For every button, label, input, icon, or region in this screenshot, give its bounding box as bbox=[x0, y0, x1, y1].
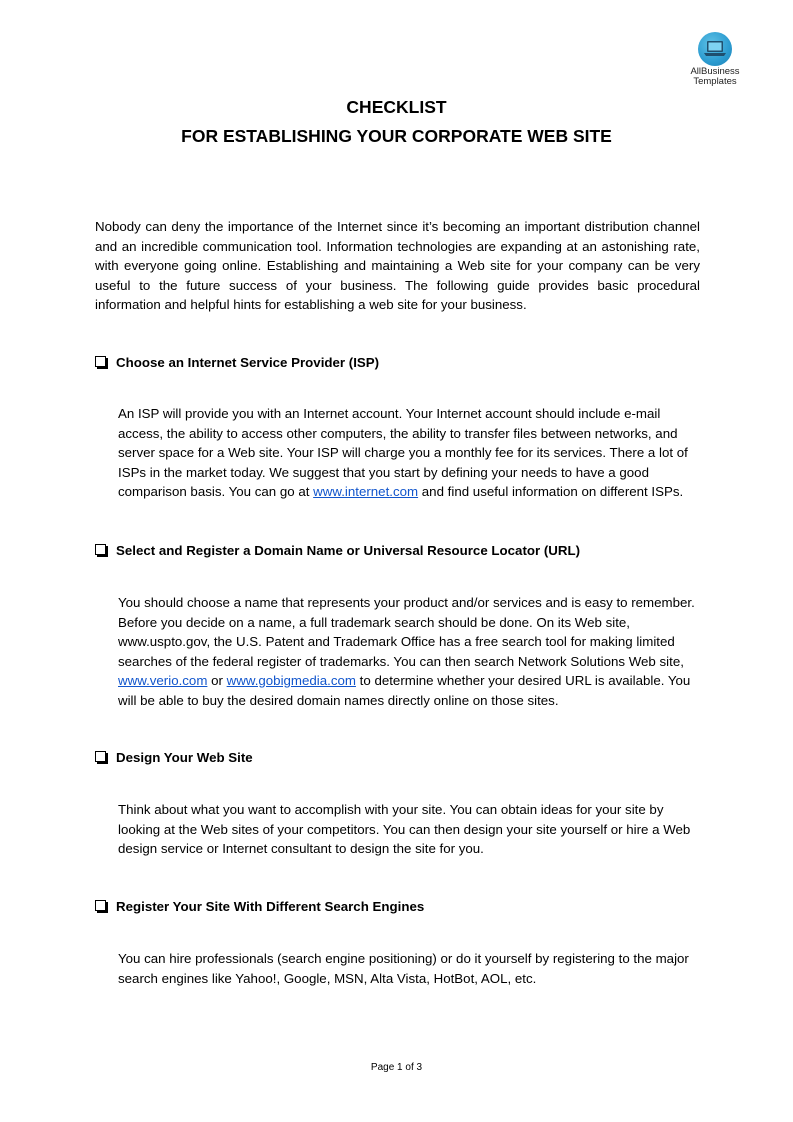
page-number: Page 1 of 3 bbox=[370, 1062, 423, 1073]
section-heading: Register Your Site With Different Search Engines bbox=[116, 899, 425, 914]
section-body bbox=[118, 404, 703, 502]
intro-paragraph: Nobody can deny the importance of the Internet since it’s becoming an important distribution channel and an incredible communication tool. Information technologies are expanding at an astonishing rate, with everyone going online. Establishing and maintaining a Web site for your company can be very useful to the future success of your business. The following guide provides basic procedural information and helpful hints for establishing a web site for your business. bbox=[95, 219, 700, 313]
logo-text-line2: Templates bbox=[693, 76, 737, 87]
logo-text-line1: AllBusiness bbox=[690, 66, 740, 77]
allbusiness-templates-logo[interactable] bbox=[686, 32, 744, 87]
internet-com-link[interactable]: www.internet.com bbox=[313, 484, 419, 499]
checkbox-icon[interactable] bbox=[95, 356, 106, 367]
checklist-item-isp bbox=[95, 354, 379, 372]
section-heading: Design Your Web Site bbox=[116, 750, 253, 765]
checkbox-icon[interactable] bbox=[95, 900, 106, 911]
section-body: Think about what you want to accomplish with your site. You can obtain ideas for your site by looking at the Web sites of your competitors. You can then design your site yourself or hire a Web design service or Internet consultant to design the site for you. bbox=[118, 802, 691, 856]
laptop-icon bbox=[698, 32, 732, 66]
section-body: You can hire professionals (search engine positioning) or do it yourself by registering to the major search engines like Yahoo!, Google, MSN, Alta Vista, HotBot, AOL, etc. bbox=[118, 951, 689, 986]
checkbox-icon[interactable] bbox=[95, 751, 106, 762]
checklist-item-search-engines bbox=[95, 898, 424, 916]
section-text: or bbox=[207, 673, 227, 688]
document-title: CHECKLIST bbox=[346, 97, 447, 117]
section-text: and find useful information on different ISPs. bbox=[418, 484, 684, 499]
verio-link[interactable]: www.verio.com bbox=[118, 673, 208, 688]
section-body bbox=[118, 593, 703, 710]
section-text: to determine whether your desired URL is available. You will be able to buy the desired domain names directly online on those sites. bbox=[118, 673, 691, 708]
section-text: An ISP will provide you with an Internet account. Your Internet account should include e-mail access, the ability to access other computers, the ability to transfer files between networks, and server space for a Web site. Your ISP will charge you a monthly fee for its services. There a lot of ISPs in the market today. We suggest that you start by defining your needs to have a good comparison basis. You can go at bbox=[118, 406, 688, 499]
section-heading: Select and Register a Domain Name or Universal Resource Locator (URL) bbox=[116, 543, 581, 558]
document-subtitle: FOR ESTABLISHING YOUR CORPORATE WEB SITE bbox=[181, 126, 612, 146]
section-text: You should choose a name that represents your product and/or services and is easy to remember. Before you decide on a name, a full trademark search should be done. On its Web site, www.uspto.gov, the U.S. Patent and Trademark Office has a free search tool for making limited searches of the federal register of trademarks. You can then search Network Solutions Web site, bbox=[118, 595, 695, 669]
checklist-item-domain bbox=[95, 542, 580, 560]
checkbox-icon[interactable] bbox=[95, 544, 106, 555]
section-heading: Choose an Internet Service Provider (ISP) bbox=[116, 355, 380, 370]
gobigmedia-link[interactable]: www.gobigmedia.com bbox=[226, 673, 356, 688]
checklist-item-design bbox=[95, 749, 253, 767]
